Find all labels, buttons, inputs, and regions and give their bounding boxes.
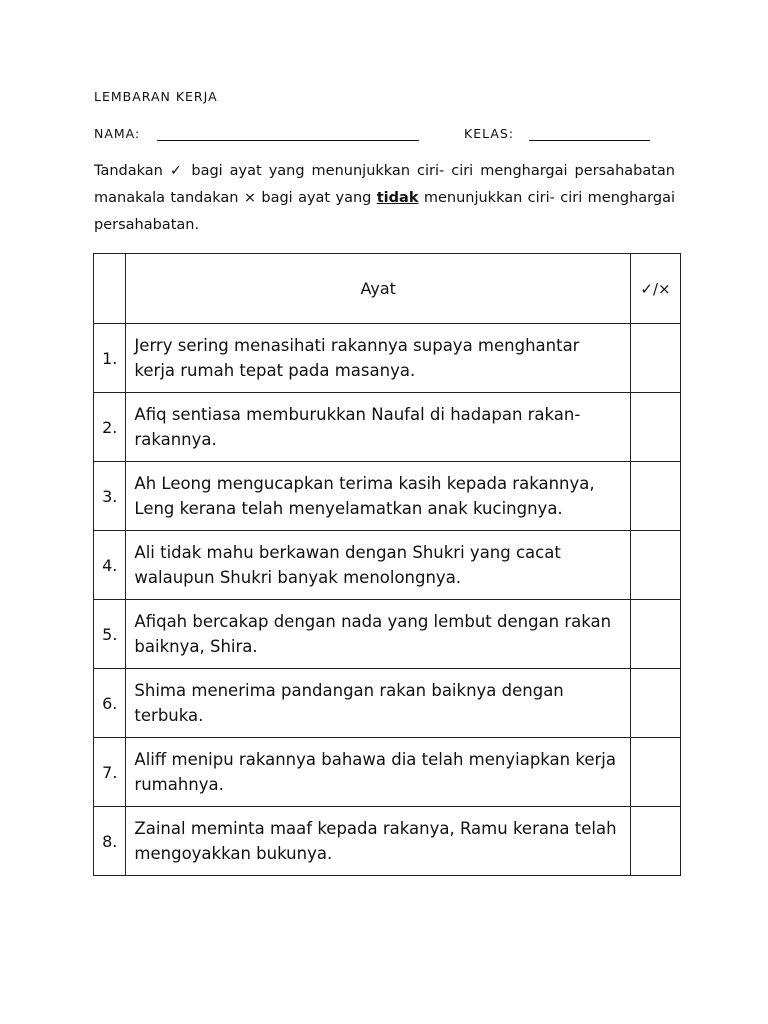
worksheet-heading: LEMBARAN KERJA xyxy=(94,89,218,104)
row-statement: Zainal meminta maaf kepada rakanya, Ramu kerana telah mengoyakkan bukunya. xyxy=(126,807,631,876)
header-mark: ✓/× xyxy=(631,254,681,324)
answer-box[interactable] xyxy=(631,738,681,807)
table-row xyxy=(94,462,681,531)
row-statement: Afiqah bercakap dengan nada yang lembut dengan rakan baiknya, Shira. xyxy=(126,600,631,669)
header-statement: Ayat xyxy=(126,254,631,324)
table-header-row xyxy=(94,254,681,324)
table-row xyxy=(94,531,681,600)
answer-box[interactable] xyxy=(631,531,681,600)
row-number: 3. xyxy=(94,462,126,531)
table-row xyxy=(94,324,681,393)
header-number-cell xyxy=(94,254,126,324)
row-statement: Ah Leong mengucapkan terima kasih kepada rakannya, Leng kerana telah menyelamatkan anak kucingnya. xyxy=(126,462,631,531)
row-number: 5. xyxy=(94,600,126,669)
table-row xyxy=(94,600,681,669)
nama-input-line[interactable] xyxy=(157,140,419,141)
answer-box[interactable] xyxy=(631,807,681,876)
row-statement: Afiq sentiasa memburukkan Naufal di hadapan rakan-rakannya. xyxy=(126,393,631,462)
row-statement: Ali tidak mahu berkawan dengan Shukri yang cacat walaupun Shukri banyak menolongnya. xyxy=(126,531,631,600)
worksheet-table xyxy=(93,253,681,876)
row-statement: Jerry sering menasihati rakannya supaya menghantar kerja rumah tepat pada masanya. xyxy=(126,324,631,393)
table-row xyxy=(94,669,681,738)
row-number: 1. xyxy=(94,324,126,393)
answer-box[interactable] xyxy=(631,393,681,462)
row-number: 4. xyxy=(94,531,126,600)
row-number: 2. xyxy=(94,393,126,462)
answer-box[interactable] xyxy=(631,669,681,738)
nama-label: NAMA: xyxy=(94,126,141,141)
row-statement: Aliff menipu rakannya bahawa dia telah menyiapkan kerja rumahnya. xyxy=(126,738,631,807)
instruction-part1: Tandakan ✓ bagi ayat yang menunjukkan ciri- ciri menghargai persahabatan manakala tandakan × bagi ayat yang xyxy=(94,163,675,206)
row-statement: Shima menerima pandangan rakan baiknya dengan terbuka. xyxy=(126,669,631,738)
answer-box[interactable] xyxy=(631,462,681,531)
instruction-part2: menunjukkan ciri- ciri menghargai persahabatan. xyxy=(94,190,675,233)
table-row xyxy=(94,807,681,876)
row-number: 6. xyxy=(94,669,126,738)
instruction-text xyxy=(94,158,675,239)
answer-box[interactable] xyxy=(631,324,681,393)
answer-box[interactable] xyxy=(631,600,681,669)
row-number: 8. xyxy=(94,807,126,876)
kelas-label: KELAS: xyxy=(464,126,515,141)
table-row xyxy=(94,393,681,462)
table-row xyxy=(94,738,681,807)
student-fields xyxy=(94,126,674,146)
kelas-input-line[interactable] xyxy=(529,140,650,141)
instruction-emphasis: tidak xyxy=(376,190,419,206)
row-number: 7. xyxy=(94,738,126,807)
